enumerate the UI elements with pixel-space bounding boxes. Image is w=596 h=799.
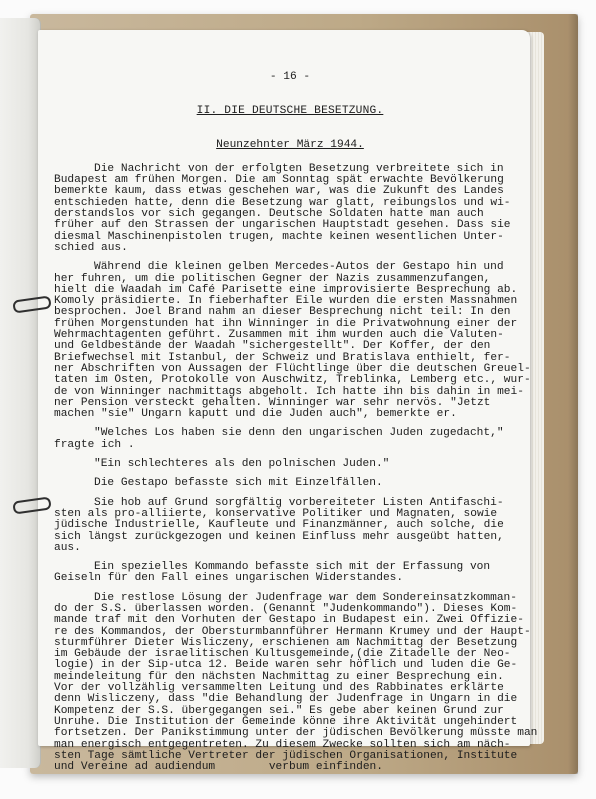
- page-number: - 16 -: [269, 71, 311, 83]
- text-line: frühen Morgenstunden hat ihn Winninger in die Privatwohnung einer der: [54, 317, 518, 330]
- text-line: ner Abschriften von Aussagen der Flüchtlinge über die deutschen Greuel-: [54, 362, 531, 375]
- chapter-title-text: II. DIE DEUTSCHE BESETZUNG.: [196, 105, 384, 118]
- body-text: [54, 162, 538, 774]
- date-heading: [54, 140, 520, 151]
- text-line: fortsetzen. Der Panikstimmung unter der jüdischen Bevölkerung müsste man: [54, 727, 538, 740]
- text-line: Briefwechsel mit Istanbul, der Schweiz und Bratislava enthielt, fer-: [54, 351, 511, 364]
- text-line: meindeleitung für den nächsten Nachmittag zu einer Besprechung ein.: [54, 670, 504, 683]
- text-line: taten im Osten, Protokolle von Auschwitz, Treblinka, Lemberg etc., wur-: [54, 374, 531, 387]
- text-line: Die Gestapo befasste sich mit Einzelfällen.: [94, 477, 383, 490]
- paragraph: [54, 498, 520, 554]
- paragraph: [54, 478, 520, 489]
- text-line: re des Kommandos, der Obersturmbannführer Hermann Krumey und der Haupt-: [54, 625, 531, 638]
- text-line: derstandslos vor sich gegangen. Deutsche Soldaten hatte man auch: [54, 208, 484, 221]
- text-line: Die Nachricht von der erfolgten Besetzung verbreitete sich in: [94, 162, 504, 175]
- text-line: im Gebäude der israelitischen Kultusgemeinde,(die Zitadelle der Neo-: [54, 648, 511, 661]
- text-line: Sie hob auf Grund sorgfältig vorbereiteter Listen Antifaschi-: [94, 496, 504, 509]
- text-line: "Welches Los haben sie denn den ungarischen Juden zugedacht,": [94, 427, 504, 440]
- text-line: aus.: [54, 541, 81, 554]
- text-line: bemerkte kaum, dass etwas geschehen war, was die Zukunft des Landes: [54, 185, 504, 198]
- text-line: Wehrmachtagenten geführt. Zusammen mit ihm wurden auch die Valuten-: [54, 329, 504, 342]
- text-line: sten Tage sämtliche Vertreter der jüdischen Organisationen, Institute: [54, 749, 518, 762]
- paragraph: [54, 428, 520, 451]
- text-line: sich längst zurückgezogen und keinen Einfluss mehr ausgeübt hatten,: [54, 530, 504, 543]
- text-line: machen "sie" Ungarn kaputt und die Juden auch", bemerkte er.: [54, 408, 457, 421]
- text-line: Ein spezielles Kommando befasste sich mit der Erfassung von: [94, 561, 491, 574]
- text-line: Unruhe. Die Institution der Gemeinde könne ihre Aktivität ungehindert: [54, 715, 518, 728]
- text-line: logie) in der Sip-utca 12. Beide waren sehr höflich und luden die Ge-: [54, 659, 518, 672]
- typed-text-area: [54, 71, 538, 781]
- paragraph: [54, 459, 520, 470]
- text-line: de von Winninger nachmittags abgeholt. Ich hatte ihn bis dahin in mei-: [54, 385, 524, 398]
- left-page-edge: [0, 18, 41, 768]
- text-line: Budapest am frühen Morgen. Die am Sonntag spät erwachte Bevölkerung: [54, 174, 504, 187]
- paragraph: [54, 261, 531, 421]
- text-line: Kompetenz der S.S. übergegangen sei." Es gebe aber keinen Grund zur: [54, 704, 504, 717]
- text-line: Während die kleinen gelben Mercedes-Autos der Gestapo hin und: [94, 261, 504, 274]
- text-line: hielt die Waadah im Café Parisette eine improvisierte Besprechung ab.: [54, 283, 518, 296]
- text-line: "Ein schlechteres als den polnischen Juden.": [94, 458, 390, 471]
- text-line: Geiseln für den Fall eines ungarischen Widerstandes.: [54, 572, 404, 585]
- text-line: schied aus.: [54, 241, 128, 254]
- text-line: sten als pro-alliierte, konservative Politiker und Magnaten, sowie: [54, 507, 498, 520]
- text-line: diesmal Maschinenpistolen trugen, machte keinen wesentlichen Unter-: [54, 230, 504, 243]
- text-line: man energisch entgegentreten. Zu diesem Zwecke sollten sich am näch-: [54, 738, 511, 751]
- text-line: früher auf den Strassen der ungarischen Hauptstadt gesehen. Dass sie: [54, 219, 511, 232]
- text-line: und Geldbestände der Waadah "sichergestellt". Der Koffer, der den: [54, 340, 491, 353]
- paragraph: [54, 591, 538, 774]
- paragraph: [54, 562, 520, 585]
- text-line: entschieden hatte, denn die Besetzung war glatt, reibungslos und wi-: [54, 196, 511, 209]
- text-line: fragte ich .: [54, 438, 135, 451]
- text-line: Die restlose Lösung der Judenfrage war dem Sondereinsatzkomman-: [94, 591, 517, 604]
- text-line: mande traf mit den Vorhuten der Gestapo in Budapest ein. Zwei Offizie-: [54, 614, 524, 627]
- text-line: her fuhren, um die politischen Gegner der Nazis zusammenzufangen,: [54, 272, 491, 285]
- text-line: ner Pension versteckt gehalten. Winninger war sehr nervös. "Jetzt: [54, 396, 491, 409]
- text-line: besprochen. Joel Brand nahm an dieser Besprechung nicht teil: In den: [54, 306, 511, 319]
- text-line: und Vereine ad audiendum verbum einfinden.: [54, 761, 383, 774]
- text-line: jüdische Industrielle, Kaufleute und Finanzmänner, auch solche, die: [54, 519, 504, 532]
- paragraph: [54, 164, 520, 254]
- text-line: denn Wisliczeny, dass "die Behandlung der Judenfrage in Ungarn in die: [54, 693, 518, 706]
- text-line: sturmführer Dieter Wisliczeny, erschienen am Nachmittag der Besetzung: [54, 636, 518, 649]
- chapter-title: [54, 106, 520, 117]
- date-heading-text: Neunzehnter März 1944.: [216, 138, 364, 151]
- text-line: Vor der vollzählig versammelten Leitung und des Rabbinates erklärte: [54, 682, 504, 695]
- text-line: Komoly präsidierte. In fieberhafter Eile wurden die ersten Massnahmen: [54, 295, 518, 308]
- text-line: do der S.S. überlassen worden. (Genannt "Judenkommando"). Dieses Kom-: [54, 602, 518, 615]
